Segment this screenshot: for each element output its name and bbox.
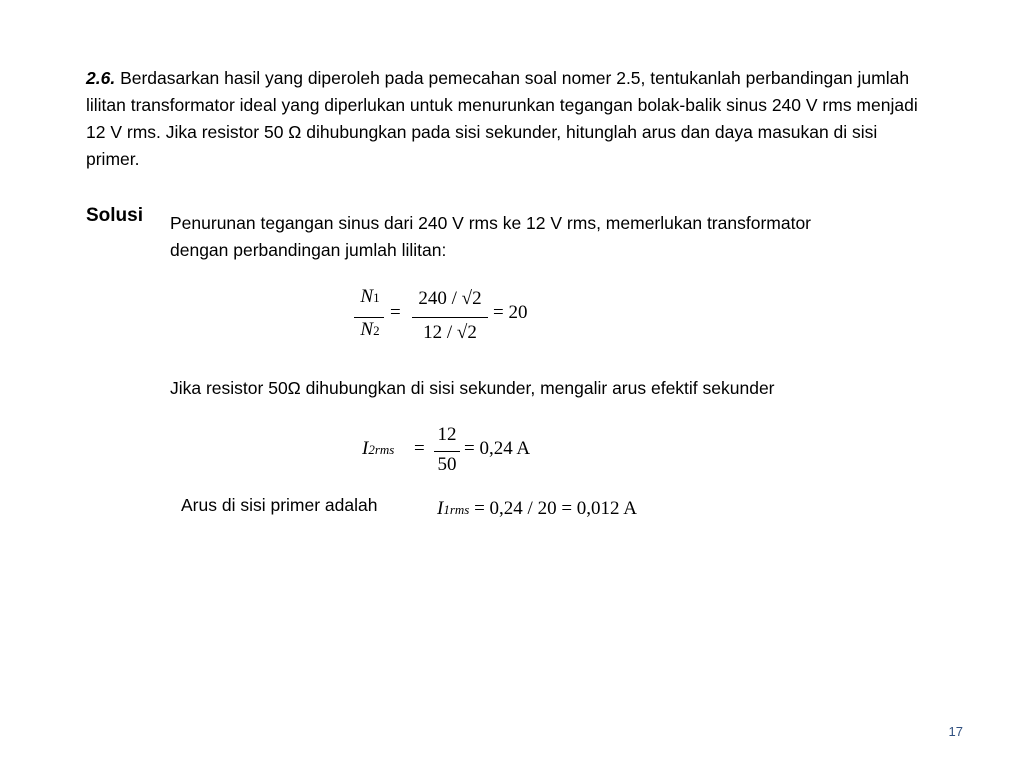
ratio-numerator: 240 / √2	[418, 288, 482, 309]
n2-subscript: 2	[373, 323, 380, 338]
equals-sign: =	[414, 438, 425, 459]
ratio-result: = 20	[493, 302, 528, 323]
i1-subscript: 1rms	[443, 502, 470, 517]
i1-symbol: I	[437, 498, 444, 519]
resistor-text: Jika resistor 50Ω dihubungkan di sisi sekunder, mengalir arus efektif sekunder	[170, 378, 775, 398]
i2-subscript: 2rms	[368, 442, 395, 457]
current-result: = 0,24 A	[464, 438, 531, 459]
page-number: 17	[948, 724, 963, 739]
solution-intro: Penurunan tegangan sinus dari 240 V rms ke 12 V rms, memerlukan transformator dengan perbandingan jumlah lilitan:	[170, 213, 812, 260]
secondary-current-equation	[362, 424, 562, 478]
turns-ratio-equation	[350, 286, 550, 348]
solution-label: Solusi	[86, 205, 144, 226]
current-numerator: 12	[437, 424, 457, 445]
n1-symbol: N	[360, 286, 374, 307]
problem-text: Berdasarkan hasil yang diperoleh pada pemecahan soal nomer 2.5, tentukanlah perbandingan jumlah lilitan transformator ideal yang diperlukan untuk menurunkan tegangan bolak-balik sinus 240 V rms menjadi 12 V rms. Jika resistor 50 Ω dihubungkan pada sisi sekunder, hitunglah arus dan daya masukan di sisi primer.	[86, 68, 918, 169]
primary-current-expression: = 0,24 / 20 = 0,012 A	[474, 498, 637, 519]
primary-current-label: Arus di sisi primer adalah	[181, 495, 378, 515]
problem-number: 2.6.	[86, 68, 116, 88]
n2-symbol: N	[360, 319, 374, 340]
n1-subscript: 1	[373, 290, 380, 305]
current-denominator: 50	[437, 454, 457, 475]
ratio-denominator: 12 / √2	[423, 322, 477, 343]
equals-sign: =	[390, 302, 401, 323]
problem-statement	[86, 65, 926, 173]
primary-current-equation	[437, 498, 677, 526]
i2-symbol: I	[362, 438, 369, 459]
